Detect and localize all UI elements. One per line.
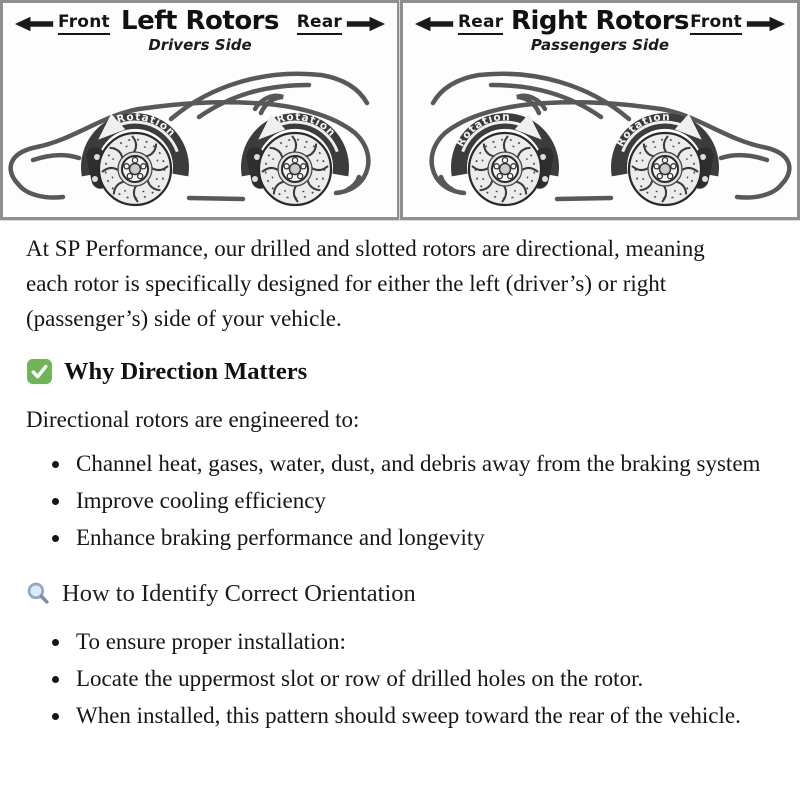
right-rotors-panel [400, 0, 800, 220]
list-item: • Enhance braking performance and longevity [72, 521, 772, 556]
article [0, 220, 800, 734]
list-item: • When installed, this pattern should sweep toward the rear of the vehicle. [72, 699, 772, 734]
section-heading-text: Why Direction Matters [64, 357, 308, 385]
section-heading-text: How to Identify Correct Orientation [62, 579, 416, 607]
intro-paragraph: At SP Performance, our drilled and slotted rotors are directional, meaning each rotor is specifically designed for either the left (driver’s) or right (passenger’s) side of your vehicle. [26, 236, 705, 331]
front-direction-label [690, 12, 785, 35]
rotation-label: Rotation [614, 110, 671, 149]
right-arrow-icon [745, 16, 785, 32]
left-panel-header [3, 3, 397, 57]
list-item: • To ensure proper installation: [72, 625, 772, 660]
panel-title: Right Rotors [510, 6, 689, 36]
lead-paragraph: Directional rotors are engineered to: [26, 406, 360, 432]
rotation-label: Rotation [454, 110, 511, 149]
direction-text: Front [690, 12, 742, 35]
list-item: • Channel heat, gases, water, dust, and debris away from the braking system [72, 447, 772, 482]
magnifying-glass-icon [26, 581, 51, 606]
section-heading-identify-orientation [26, 580, 774, 608]
rear-direction-label [415, 12, 503, 35]
left-arrow-icon [15, 16, 55, 32]
front-direction-label [15, 12, 110, 35]
orientation-list [26, 625, 772, 734]
rotor-direction-diagram [0, 0, 800, 220]
list-item: • Improve cooling efficiency [72, 484, 772, 519]
rotation-label: Rotation [275, 110, 339, 140]
panel-subtitle: Drivers Side [148, 36, 252, 55]
benefits-list [26, 447, 772, 556]
panel-title: Left Rotors [121, 6, 279, 36]
left-rotors-panel [0, 0, 400, 220]
rear-direction-label [297, 12, 385, 35]
rotation-label: Rotation [115, 110, 179, 140]
panel-subtitle: Passengers Side [530, 36, 670, 55]
direction-text: Rear [297, 12, 342, 35]
section-heading-why-direction-matters [26, 358, 774, 386]
direction-text: Front [58, 12, 110, 35]
right-panel-header [403, 3, 797, 57]
right-car-illustration [403, 57, 797, 217]
right-arrow-icon [345, 16, 385, 32]
left-arrow-icon [415, 16, 455, 32]
list-item: • Locate the uppermost slot or row of drilled holes on the rotor. [72, 662, 772, 697]
left-car-illustration [3, 57, 397, 217]
direction-text: Rear [458, 12, 503, 35]
check-mark-icon [26, 358, 53, 385]
